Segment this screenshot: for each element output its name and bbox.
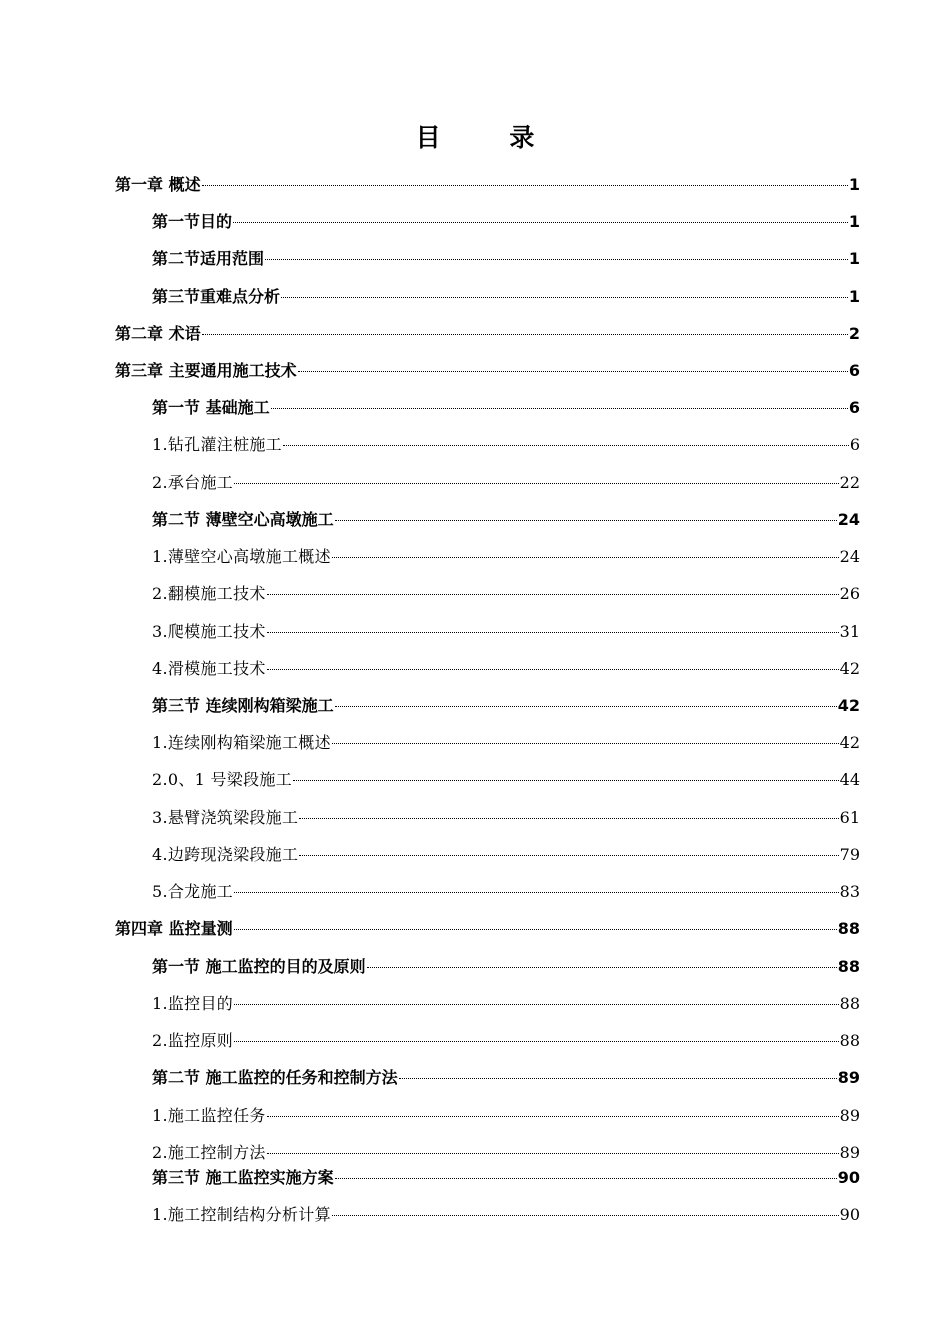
toc-entry-item[interactable] [152, 767, 860, 793]
toc-entry-section[interactable] [152, 693, 860, 719]
toc-entry-page-number: 88 [839, 994, 860, 1013]
toc-entry-label: 第一节 施工监控的目的及原则 [152, 957, 366, 976]
toc-entry-item[interactable] [152, 1202, 860, 1228]
toc-entry-label: 5.合龙施工 [152, 882, 234, 901]
dot-leader [335, 706, 837, 707]
toc-entry-label: 1.钻孔灌注桩施工 [152, 435, 282, 454]
toc-entry-label: 第三节 连续刚构箱梁施工 [152, 696, 334, 715]
dot-leader [202, 334, 848, 335]
dot-leader [335, 520, 837, 521]
dot-leader [265, 259, 848, 260]
toc-entry-chapter[interactable] [115, 321, 860, 347]
dot-leader [234, 1004, 839, 1005]
toc-entry-page-number: 1 [848, 212, 860, 231]
toc-entry-page-number: 61 [839, 808, 860, 827]
toc-entry-label: 1.施工控制结构分析计算 [152, 1205, 331, 1224]
toc-entry-label: 第二章 术语 [115, 324, 201, 343]
toc-entry-page-number: 44 [839, 770, 860, 789]
toc-entry-page-number: 90 [837, 1168, 860, 1187]
dot-leader [335, 1178, 837, 1179]
toc-entry-page-number: 89 [837, 1068, 860, 1087]
toc-entry-page-number: 89 [839, 1106, 860, 1125]
toc-entry-label: 1.连续刚构箱梁施工概述 [152, 733, 331, 752]
dot-leader [271, 408, 848, 409]
dot-leader [399, 1078, 837, 1079]
toc-entry-label: 1.薄壁空心高墩施工概述 [152, 547, 331, 566]
toc-entry-page-number: 89 [839, 1143, 860, 1162]
toc-entry-label: 1.施工监控任务 [152, 1106, 266, 1125]
dot-leader [267, 669, 839, 670]
toc-entry-item[interactable] [152, 544, 860, 570]
toc-entry-page-number: 1 [848, 287, 860, 306]
toc-entry-item[interactable] [152, 1140, 860, 1166]
dot-leader [299, 855, 838, 856]
toc-entry-chapter[interactable] [115, 172, 860, 198]
toc-entry-item[interactable] [152, 879, 860, 905]
toc-entry-item[interactable] [152, 656, 860, 682]
toc-entry-page-number: 26 [839, 584, 860, 603]
dot-leader [332, 1215, 839, 1216]
toc-entry-label: 第一节目的 [152, 212, 233, 231]
toc-entry-page-number: 42 [839, 733, 860, 752]
toc-entry-page-number: 31 [839, 622, 860, 641]
toc-entry-page-number: 1 [848, 249, 860, 268]
toc-entry-section[interactable] [152, 1065, 860, 1091]
toc-entry-label: 第三节重难点分析 [152, 287, 281, 306]
toc-entry-label: 第二节 薄壁空心高墩施工 [152, 510, 334, 529]
toc-entry-page-number: 6 [848, 398, 860, 417]
toc-entry-section[interactable] [152, 1165, 860, 1191]
toc-entry-label: 2.翻模施工技术 [152, 584, 266, 603]
toc-entry-section[interactable] [152, 954, 860, 980]
toc-entry-label: 第四章 监控量测 [115, 919, 233, 938]
toc-entry-label: 4.边跨现浇梁段施工 [152, 845, 299, 864]
dot-leader [298, 371, 848, 372]
toc-entry-section[interactable] [152, 209, 860, 235]
toc-entry-item[interactable] [152, 1028, 860, 1054]
toc-entry-page-number: 88 [837, 919, 860, 938]
toc-entry-page-number: 42 [837, 696, 860, 715]
toc-entry-item[interactable] [152, 432, 860, 458]
page-title: 目 录 [415, 123, 565, 152]
toc-entry-item[interactable] [152, 470, 860, 496]
toc-entry-label: 2.承台施工 [152, 473, 234, 492]
dot-leader [233, 222, 848, 223]
toc-entry-item[interactable] [152, 842, 860, 868]
dot-leader [281, 297, 848, 298]
toc-entry-item[interactable] [152, 730, 860, 756]
toc-entry-section[interactable] [152, 395, 860, 421]
toc-entry-item[interactable] [152, 1103, 860, 1129]
toc-entry-page-number: 88 [839, 1031, 860, 1050]
dot-leader [367, 967, 837, 968]
toc-entry-section[interactable] [152, 246, 860, 272]
toc-entry-label: 第一节 基础施工 [152, 398, 270, 417]
toc-entry-page-number: 88 [837, 957, 860, 976]
toc-entry-label: 3.爬模施工技术 [152, 622, 266, 641]
toc-entry-page-number: 2 [848, 324, 860, 343]
dot-leader [283, 445, 849, 446]
dot-leader [267, 632, 839, 633]
toc-entry-label: 第一章 概述 [115, 175, 201, 194]
toc-entry-section[interactable] [152, 507, 860, 533]
dot-leader [267, 1116, 839, 1117]
dot-leader [332, 557, 839, 558]
toc-entry-section[interactable] [152, 284, 860, 310]
toc-entry-chapter[interactable] [115, 358, 860, 384]
toc-entry-page-number: 42 [839, 659, 860, 678]
toc-entry-label: 第三节 施工监控实施方案 [152, 1168, 334, 1187]
toc-entry-label: 3.悬臂浇筑梁段施工 [152, 808, 299, 827]
dot-leader [267, 594, 839, 595]
dot-leader [234, 1041, 839, 1042]
dot-leader [332, 743, 839, 744]
toc-entry-item[interactable] [152, 619, 860, 645]
toc-entry-page-number: 83 [839, 882, 860, 901]
toc-entry-item[interactable] [152, 581, 860, 607]
dot-leader [234, 892, 839, 893]
toc-entry-label: 第二节适用范围 [152, 249, 265, 268]
toc-entry-label: 2.施工控制方法 [152, 1143, 266, 1162]
dot-leader [299, 818, 838, 819]
toc-entry-label: 2.监控原则 [152, 1031, 234, 1050]
toc-entry-page-number: 24 [837, 510, 860, 529]
toc-entry-page-number: 79 [839, 845, 860, 864]
toc-entry-page-number: 6 [848, 361, 860, 380]
toc-entry-chapter[interactable] [115, 916, 860, 942]
dot-leader [202, 185, 848, 186]
dot-leader [234, 929, 837, 930]
dot-leader [293, 780, 839, 781]
dot-leader [267, 1153, 839, 1154]
toc-entry-label: 第三章 主要通用施工技术 [115, 361, 297, 380]
toc-entry-label: 第二节 施工监控的任务和控制方法 [152, 1068, 398, 1087]
toc-entry-page-number: 24 [839, 547, 860, 566]
dot-leader [234, 483, 839, 484]
toc-entry-item[interactable] [152, 991, 860, 1017]
toc-entry-page-number: 1 [848, 175, 860, 194]
toc-entry-item[interactable] [152, 805, 860, 831]
toc-entry-page-number: 6 [849, 435, 860, 454]
toc-entry-page-number: 90 [839, 1205, 860, 1224]
toc-entry-label: 2.0、1 号梁段施工 [152, 770, 293, 789]
toc-entry-page-number: 22 [839, 473, 860, 492]
toc-entry-label: 4.滑模施工技术 [152, 659, 266, 678]
toc-entry-label: 1.监控目的 [152, 994, 234, 1013]
